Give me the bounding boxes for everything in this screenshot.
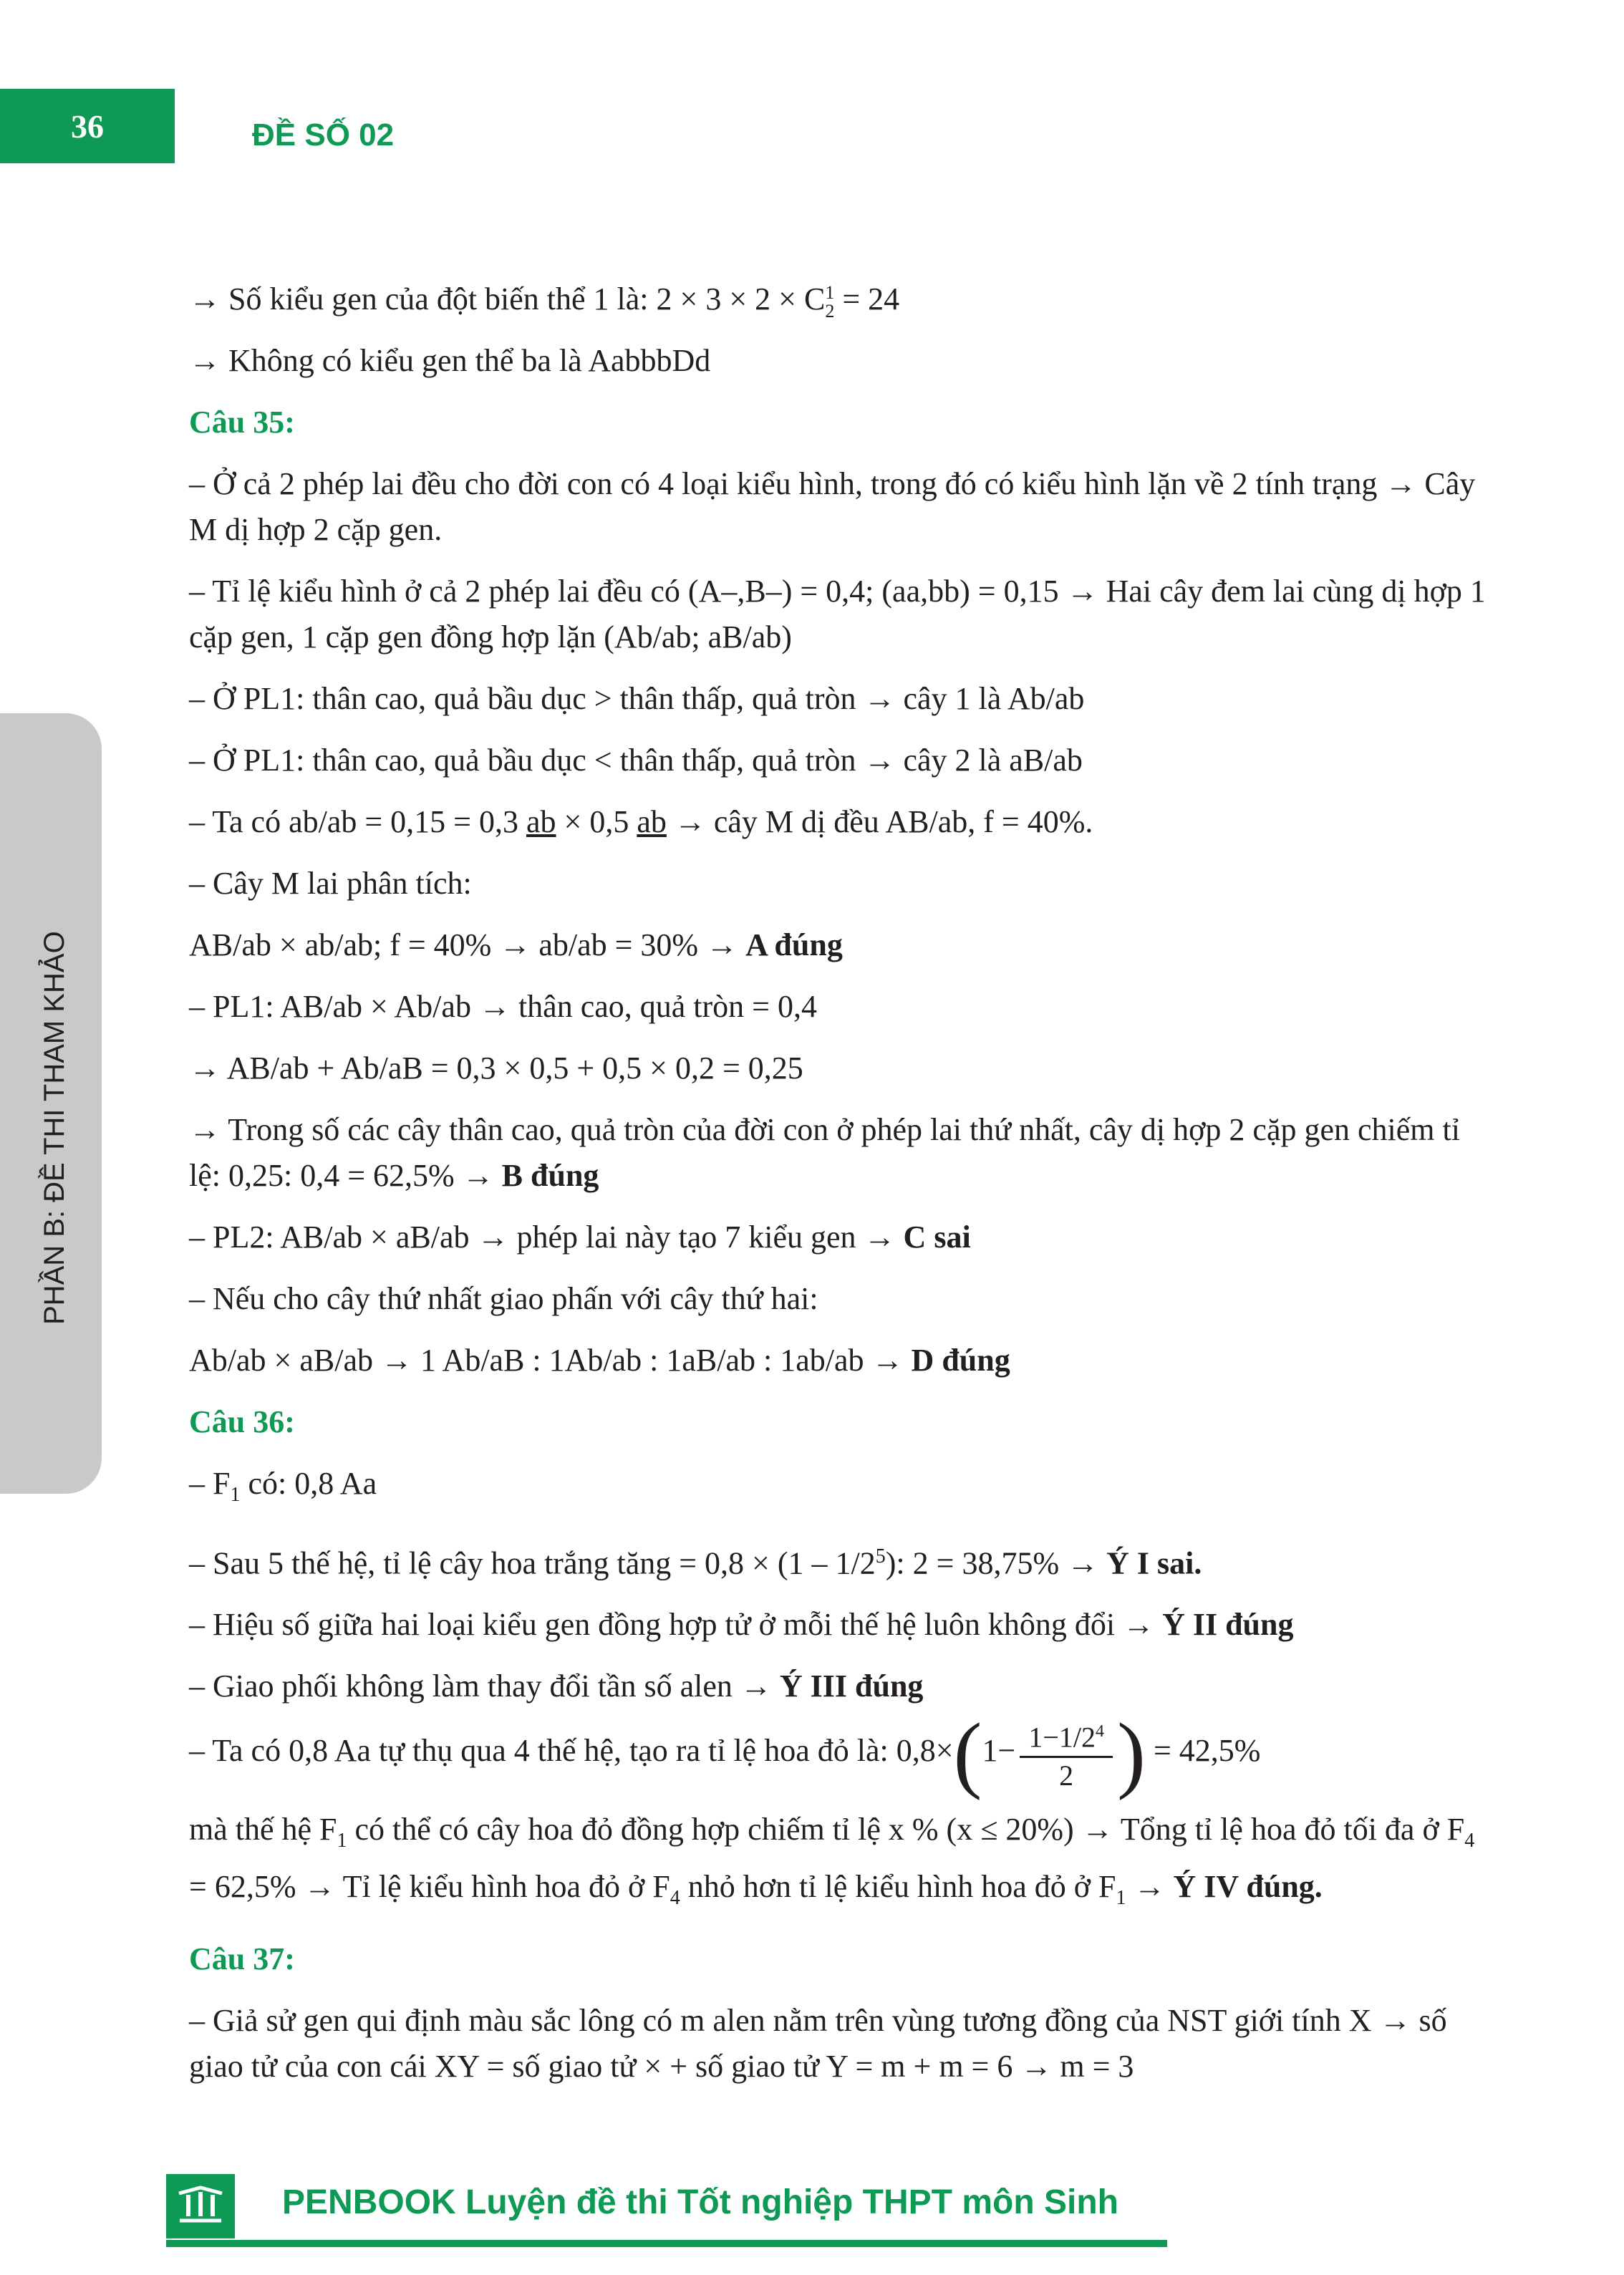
text-line: – $F_1$ có: 0,8 Aa: [189, 1466, 377, 1506]
text-line: AB/ab × ab/ab; f = 40% → ab/ab = 30% → A đúng: [189, 927, 843, 962]
text-line: – Cây M lai phân tích:: [189, 866, 472, 901]
text-line: – Ở cả 2 phép lai đều cho đời con có 4 loại kiểu hình, trong đó có kiểu hình lặn về 2 tính trạng → Cây M dị hợp 2 cặp gen.: [189, 466, 1476, 547]
header-title: ĐỀ SỐ 02: [252, 117, 395, 153]
footer-divider: [166, 2240, 1167, 2247]
question-37-heading: Câu 37:: [189, 1941, 295, 1977]
text-line: – Giao phối không làm thay đổi tần số alen → Ý III đúng: [189, 1668, 924, 1704]
question-35-heading: Câu 35:: [189, 405, 295, 440]
page-content: [189, 276, 1492, 2105]
formula-line: – Ta có 0,8 Aa tự thụ qua 4 thế hệ, tạo ra tỉ lệ hoa đỏ là: 0,8×(1− $\frac{1-1/2^4}{2}$ ) = 42,5%: [189, 1706, 1261, 1802]
text-line: → Trong số các cây thân cao, quả tròn của đời con ở phép lai thứ nhất, cây dị hợp 2 cặp gen chiếm tỉ lệ: 0,25: 0,4 = 62,5% → B đúng: [189, 1112, 1460, 1193]
text-line: – Hiệu số giữa hai loại kiểu gen đồng hợp tử ở mỗi thế hệ luôn không đổi → Ý II đúng: [189, 1607, 1294, 1643]
question-36-heading: Câu 36:: [189, 1404, 295, 1439]
text-line: mà thế hệ $F_1$ có thể có cây hoa đỏ đồng hợp chiếm tỉ lệ x % (x ≤ 20%) → Tổng tỉ lệ hoa đỏ tối đa ở $F_4 = 62,5\%$ → Tỉ lệ kiểu hình hoa đỏ ở $F_4$ nhỏ hơn tỉ lệ kiểu hình hoa đỏ ở $F_1$ → Ý IV đúng.: [189, 1811, 1475, 1909]
text-line: – Ở PL1: thân cao, quả bầu dục < thân thấp, quả tròn → cây 2 là aB/ab: [189, 743, 1083, 778]
text-line: → Số kiểu gen của đột biến thể 1 là: 2 × 3 × 2 × C 1 2 = 24: [189, 281, 900, 322]
text-line: – Ở PL1: thân cao, quả bầu dục > thân thấp, quả tròn → cây 1 là Ab/ab: [189, 681, 1085, 716]
text-line: – Giả sử gen qui định màu sắc lông có m alen nằm trên vùng tương đồng của NST giới tính X → số giao tử của con cái XY = số giao tử × + số giao tử Y = m + m = 6 → m = 3: [189, 2003, 1447, 2085]
text-line: – Sau 5 thế hệ, tỉ lệ cây hoa trắng tăng = $0,8 \times (1 - 1/2^5)$: 2 = 38,75% → Ý I sai.: [189, 1545, 1202, 1581]
text-line: – PL2: AB/ab × aB/ab → phép lai này tạo 7 kiểu gen → C sai: [189, 1219, 971, 1255]
footer-title: PENBOOK Luyện đề thi Tốt nghiệp THPT môn Sinh: [282, 2183, 1118, 2221]
penbook-logo-icon: [166, 2174, 235, 2238]
page-number: 36: [0, 89, 175, 163]
text-line: – PL1: AB/ab × Ab/ab → thân cao, quả tròn = 0,4: [189, 989, 817, 1024]
side-tab-label: PHẦN B: ĐỀ THI THAM KHẢO: [39, 931, 70, 1325]
text-line: → Không có kiểu gen thể ba là AabbbDd: [189, 343, 711, 378]
text-line: – Ta có ab/ab = 0,15 = 0,3 ab × 0,5 ab → cây M dị đều AB/ab, f = 40%.: [189, 804, 1093, 839]
formula-fraction: $\frac{1-1/2^4}{2}$: [1020, 1714, 1113, 1793]
text-line: Ab/ab × aB/ab → 1 Ab/aB : 1Ab/ab : 1aB/ab : 1ab/ab → D đúng: [189, 1343, 1010, 1378]
text-line: – Tỉ lệ kiểu hình ở cả 2 phép lai đều có (A–,B–) = 0,4; (aa,bb) = 0,15 → Hai cây đem lai cùng dị hợp 1 cặp gen, 1 cặp gen đồng hợp lặn (Ab/ab; aB/ab): [189, 574, 1486, 655]
text-line: – Nếu cho cây thứ nhất giao phấn với cây thứ hai:: [189, 1281, 818, 1316]
text-line: → AB/ab + Ab/aB = 0,3 × 0,5 + 0,5 × 0,2 = 0,25: [189, 1050, 803, 1086]
